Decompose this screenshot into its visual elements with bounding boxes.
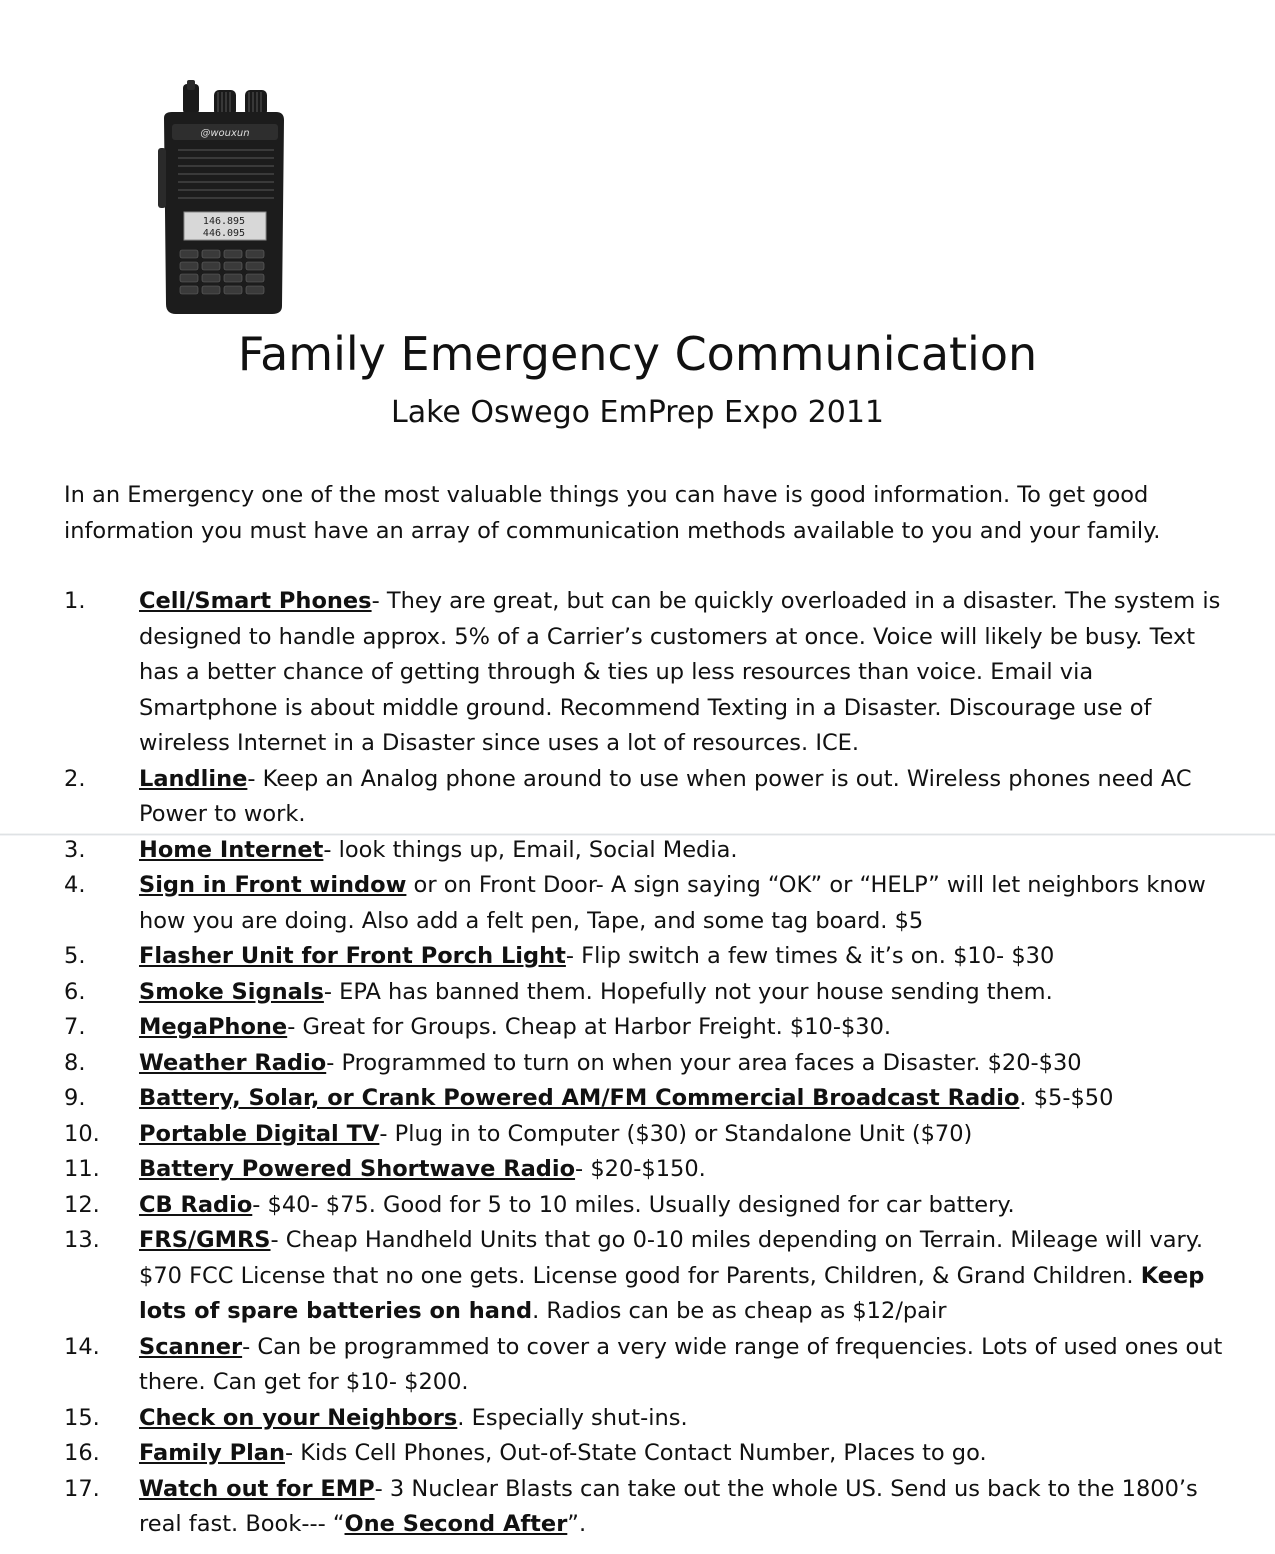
list-item — [64, 868, 1234, 939]
item-keyword: Battery, Solar, or Crank Powered AM/FM Commercial Broadcast Radio — [139, 1085, 1020, 1111]
item-text-tail: . Radios can be as cheap as $12/pair — [532, 1298, 947, 1324]
item-text: - Flip switch a few times & it’s on. $10- $30 — [565, 943, 1055, 969]
item-body — [139, 1330, 1234, 1401]
communication-methods-list — [64, 584, 1234, 1543]
item-body — [139, 762, 1234, 833]
list-item — [64, 1330, 1234, 1401]
list-item — [64, 833, 1234, 869]
item-text: - Can be programmed to cover a very wide range of frequencies. Lots of used ones out there. Can get for $10- $200. — [139, 1333, 1223, 1395]
list-item — [64, 584, 1234, 762]
item-number: 10. — [64, 1120, 100, 1147]
item-body — [139, 1117, 1234, 1153]
list-item — [64, 1046, 1234, 1082]
item-number: 1. — [64, 588, 86, 614]
list-item — [64, 975, 1234, 1011]
item-text: - $20-$150. — [575, 1156, 706, 1182]
item-keyword: Sign in Front window — [139, 872, 407, 898]
item-number: 9. — [64, 1085, 86, 1111]
item-number: 6. — [64, 978, 86, 1005]
item-text: . Especially shut-ins. — [457, 1404, 688, 1431]
list-item — [64, 762, 1234, 833]
svg-text:446.095: 446.095 — [202, 228, 246, 239]
item-text: - Cheap Handheld Units that go 0-10 miles depending on Terrain. Mileage will vary. $70 FCC License that no one gets. License good for Parents, Children, & Grand Children. — [139, 1227, 1204, 1289]
item-text: - Plug in to Computer ($30) or Standalone Unit ($70) — [379, 1120, 973, 1147]
item-keyword: MegaPhone — [139, 1014, 288, 1040]
item-number: 13. — [64, 1227, 100, 1253]
item-keyword: Scanner — [139, 1333, 243, 1360]
item-number: 11. — [64, 1156, 100, 1182]
item-text: - Programmed to turn on when your area faces a Disaster. $20-$30 — [326, 1049, 1082, 1076]
list-item — [64, 1223, 1234, 1330]
item-number: 7. — [64, 1014, 86, 1040]
item-number: 8. — [64, 1049, 86, 1076]
list-item — [64, 1081, 1234, 1117]
item-body — [139, 868, 1234, 939]
item-text: - Kids Cell Phones, Out-of-State Contact Number, Places to go. — [285, 1440, 987, 1466]
item-text: . $5-$50 — [1019, 1085, 1114, 1111]
list-item — [64, 1117, 1234, 1153]
item-body — [139, 1188, 1234, 1224]
svg-text:@wouxun: @wouxun — [200, 128, 250, 139]
item-keyword: Family Plan — [139, 1440, 286, 1466]
item-body — [139, 1046, 1234, 1082]
list-item — [64, 1472, 1234, 1543]
intro-paragraph: In an Emergency one of the most valuable things you can have is good information. To get good information you must have an array of communication methods available to you and your family. — [64, 482, 1161, 544]
item-body — [139, 975, 1234, 1011]
item-keyword: Cell/Smart Phones — [139, 588, 372, 614]
item-number: 5. — [64, 943, 86, 969]
list-item — [64, 1010, 1234, 1046]
item-number: 17. — [64, 1475, 100, 1502]
item-number: 3. — [64, 836, 86, 863]
item-body — [139, 1401, 1234, 1437]
item-number: 15. — [64, 1404, 100, 1431]
item-body — [139, 939, 1234, 975]
item-keyword: CB Radio — [139, 1191, 253, 1218]
item-keyword: Flasher Unit for Front Porch Light — [139, 943, 566, 969]
item-body — [139, 1152, 1234, 1188]
handheld-radio-image — [150, 78, 295, 318]
item-body — [139, 1081, 1234, 1117]
item-keyword: Weather Radio — [139, 1049, 327, 1076]
item-text-tail: ”. — [567, 1511, 587, 1537]
item-number: 16. — [64, 1440, 100, 1466]
item-body — [139, 1010, 1234, 1046]
item-keyword: Check on your Neighbors — [139, 1404, 458, 1431]
item-keyword: FRS/GMRS — [139, 1227, 271, 1253]
list-item — [64, 939, 1234, 975]
item-body — [139, 1436, 1234, 1472]
list-item — [64, 1401, 1234, 1437]
page-title: Family Emergency Communication — [237, 327, 1038, 381]
list-item — [64, 1436, 1234, 1472]
item-text: or on Front Door- A sign saying “OK” or “HELP” will let neighbors know how you are doing. Also add a felt pen, Tape, and some tag board. $5 — [139, 872, 1206, 934]
item-body — [139, 1223, 1234, 1330]
item-keyword: Watch out for EMP — [139, 1475, 375, 1502]
item-keyword: Home Internet — [139, 836, 324, 863]
item-body — [139, 584, 1234, 762]
svg-text:146.895: 146.895 — [202, 216, 246, 227]
item-body — [139, 1472, 1234, 1543]
item-number: 12. — [64, 1191, 100, 1218]
item-number: 2. — [64, 765, 86, 792]
item-text: - Great for Groups. Cheap at Harbor Freight. $10-$30. — [287, 1014, 892, 1040]
item-keyword: Portable Digital TV — [139, 1120, 380, 1147]
item-keyword: Smoke Signals — [139, 978, 324, 1005]
item-text: - $40- $75. Good for 5 to 10 miles. Usually designed for car battery. — [252, 1191, 1015, 1218]
item-bold-note: Keep lots of spare batteries on hand — [139, 1262, 1205, 1324]
item-number: 4. — [64, 872, 86, 898]
book-title: One Second After — [344, 1511, 568, 1537]
item-number: 14. — [64, 1333, 100, 1360]
page-subtitle: Lake Oswego EmPrep Expo 2011 — [390, 395, 884, 430]
list-item — [64, 1152, 1234, 1188]
item-text: - look things up, Email, Social Media. — [323, 836, 738, 863]
item-body — [139, 833, 1234, 869]
item-keyword: Battery Powered Shortwave Radio — [139, 1156, 576, 1182]
item-text: - They are great, but can be quickly overloaded in a disaster. The system is designed to handle approx. 5% of a Carrier’s customers at once. Voice will likely be busy. Text has a better chance of getting through & ties up less resources than voice. Email via Smartphone is about middle ground. Recommend Texting in a Disaster. Discourage use of wireless Internet in a Disaster since uses a lot of resources. ICE. — [139, 588, 1221, 756]
item-text: - EPA has banned them. Hopefully not your house sending them. — [323, 978, 1053, 1005]
item-text: - Keep an Analog phone around to use when power is out. Wireless phones need AC Power to work. — [139, 765, 1192, 827]
list-item — [64, 1188, 1234, 1224]
item-text: - 3 Nuclear Blasts can take out the whole US. Send us back to the 1800’s real fast. Book--- “ — [139, 1475, 1198, 1537]
item-keyword: Landline — [139, 765, 248, 792]
